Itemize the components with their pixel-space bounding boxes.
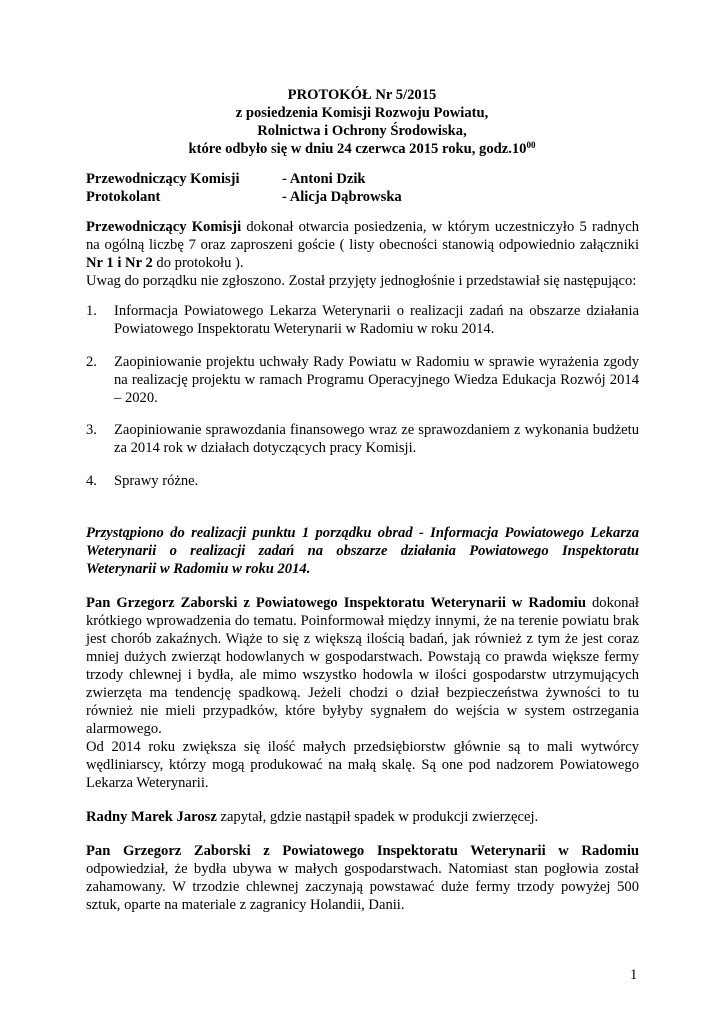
- para3-line: odpowiedział, że bydła ubywa w małych gospodarstwach. Natomiast stan pogłowia został: [86, 861, 639, 877]
- agenda-number: 2.: [86, 354, 97, 370]
- agenda-item-3-line: Zaopiniowanie sprawozdania finansowego wraz ze sprawozdaniem z wykonania budżetu: [114, 422, 639, 438]
- para1-line: wędliniarscy, którzy mogą produkować na małą skalę. Są one pod nadzorem Powiatowego: [86, 757, 639, 773]
- document-title: PROTOKÓŁ Nr 5/2015: [287, 87, 437, 103]
- para1-line: mniej dużych zwierząt hodowlanych w gospodarstwach. Powstają co prawda większe fermy: [86, 649, 639, 665]
- para1-line: trzody chlewnej i bydła, ale mimo wszystko hodowla w ilości gospodarstw utrzymujących: [86, 667, 639, 683]
- agenda-number: 3.: [86, 422, 97, 438]
- para3-line: sztuk, oparte na materiale z zagranicy Holandii, Danii.: [86, 897, 405, 913]
- agenda-item-1-line: Informacja Powiatowego Lekarza Weterynarii o realizacji zadań na obszarze działania: [114, 303, 639, 319]
- para1-line: zwierzęta ma tendencję spadkową. Jeżeli chodzi o dział bezpieczeństwa żywności to tu: [86, 685, 639, 701]
- agenda-item-3-line: za 2014 rok w działach dotyczących pracy Komisji.: [114, 440, 417, 456]
- title-line-3: Rolnictwa i Ochrony Środowiska,: [257, 123, 467, 139]
- agenda-item-2-line: na realizację projektu w ramach Programu Operacyjnego Wiedza Edukacja Rozwój 2014: [114, 372, 639, 388]
- agenda-number: 4.: [86, 473, 97, 489]
- chairman-name: - Antoni Dzik: [282, 171, 366, 187]
- para1-line: Lekarza Weterynarii.: [86, 775, 209, 791]
- point1-heading-line: Weterynarii w Radomiu w roku 2014.: [86, 561, 311, 577]
- para2-line: Radny Marek Jarosz zapytał, gdzie nastąpił spadek w produkcji zwierzęcej.: [86, 809, 539, 825]
- time-superscript: 00: [526, 140, 536, 150]
- agenda-item-1-line: Powiatowego Inspektoratu Weterynarii w Radomiu w roku 2014.: [114, 321, 495, 337]
- para1-line: alarmowego.: [86, 721, 162, 737]
- para1-line: jest chorób zakaźnych. Wiąże to się z większą ilością badań, jak również z tym że jest coraz: [86, 631, 639, 647]
- para3-line: Pan Grzegorz Zaborski z Powiatowego Inspektoratu Weterynarii w Radomiu: [86, 843, 639, 859]
- agenda-item-4-line: Sprawy różne.: [114, 473, 199, 489]
- page-number: 1: [630, 967, 638, 983]
- agenda-item-2-line: Zaopiniowanie projektu uchwały Rady Powiatu w Radomiu w sprawie wyrażenia zgody: [114, 354, 639, 370]
- point1-heading-line: Weterynarii o realizacji zadań na obszarze działania Powiatowego Inspektoratu: [86, 543, 639, 559]
- para1-line: Pan Grzegorz Zaborski z Powiatowego Inspektoratu Weterynarii w Radomiu dokonał: [86, 595, 639, 611]
- recorder-name: - Alicja Dąbrowska: [282, 189, 402, 205]
- title-line-4: które odbyło się w dniu 24 czerwca 2015 roku, $godz.10^{00}$: [188, 140, 536, 157]
- intro-line-3: Nr 1 i Nr 2 do protokołu ).: [86, 255, 244, 271]
- para1-line: również nie mieli przypadków, które byłyby sygnałem do wejścia w system ostrzegania: [86, 703, 639, 719]
- point1-heading-line: Przystąpiono do realizacji punktu 1 porządku obrad - Informacja Powiatowego Lekarza: [86, 525, 639, 541]
- para1-line: krótkiego wprowadzenia do tematu. Poinformował między innymi, że na terenie powiatu brak: [86, 613, 639, 629]
- intro-line-2: na ogólną liczbę 7 oraz zaproszeni goście ( listy obecności stanowią odpowiednio załączniki: [86, 237, 639, 253]
- agenda-number: 1.: [86, 303, 97, 319]
- chairman-label: Przewodniczący Komisji: [86, 171, 240, 187]
- para1-line: Od 2014 roku zwiększa się ilość małych przedsiębiorstw głównie są to mali wytwórcy: [86, 739, 639, 755]
- recorder-label: Protokolant: [86, 189, 161, 205]
- para3-line: zahamowany. W trzodzie chlewnej zaczynają powstawać duże fermy trzody powyżej 500: [86, 879, 639, 895]
- intro-line-1: Przewodniczący Komisji dokonał otwarcia posiedzenia, w którym uczestniczyło 5 radnych: [86, 219, 639, 235]
- title-line-2: z posiedzenia Komisji Rozwoju Powiatu,: [235, 105, 489, 121]
- intro-line-4: Uwag do porządku nie zgłoszono. Został przyjęty jednogłośnie i przedstawiał się następująco:: [86, 273, 637, 289]
- agenda-item-2-line: – 2020.: [114, 390, 158, 406]
